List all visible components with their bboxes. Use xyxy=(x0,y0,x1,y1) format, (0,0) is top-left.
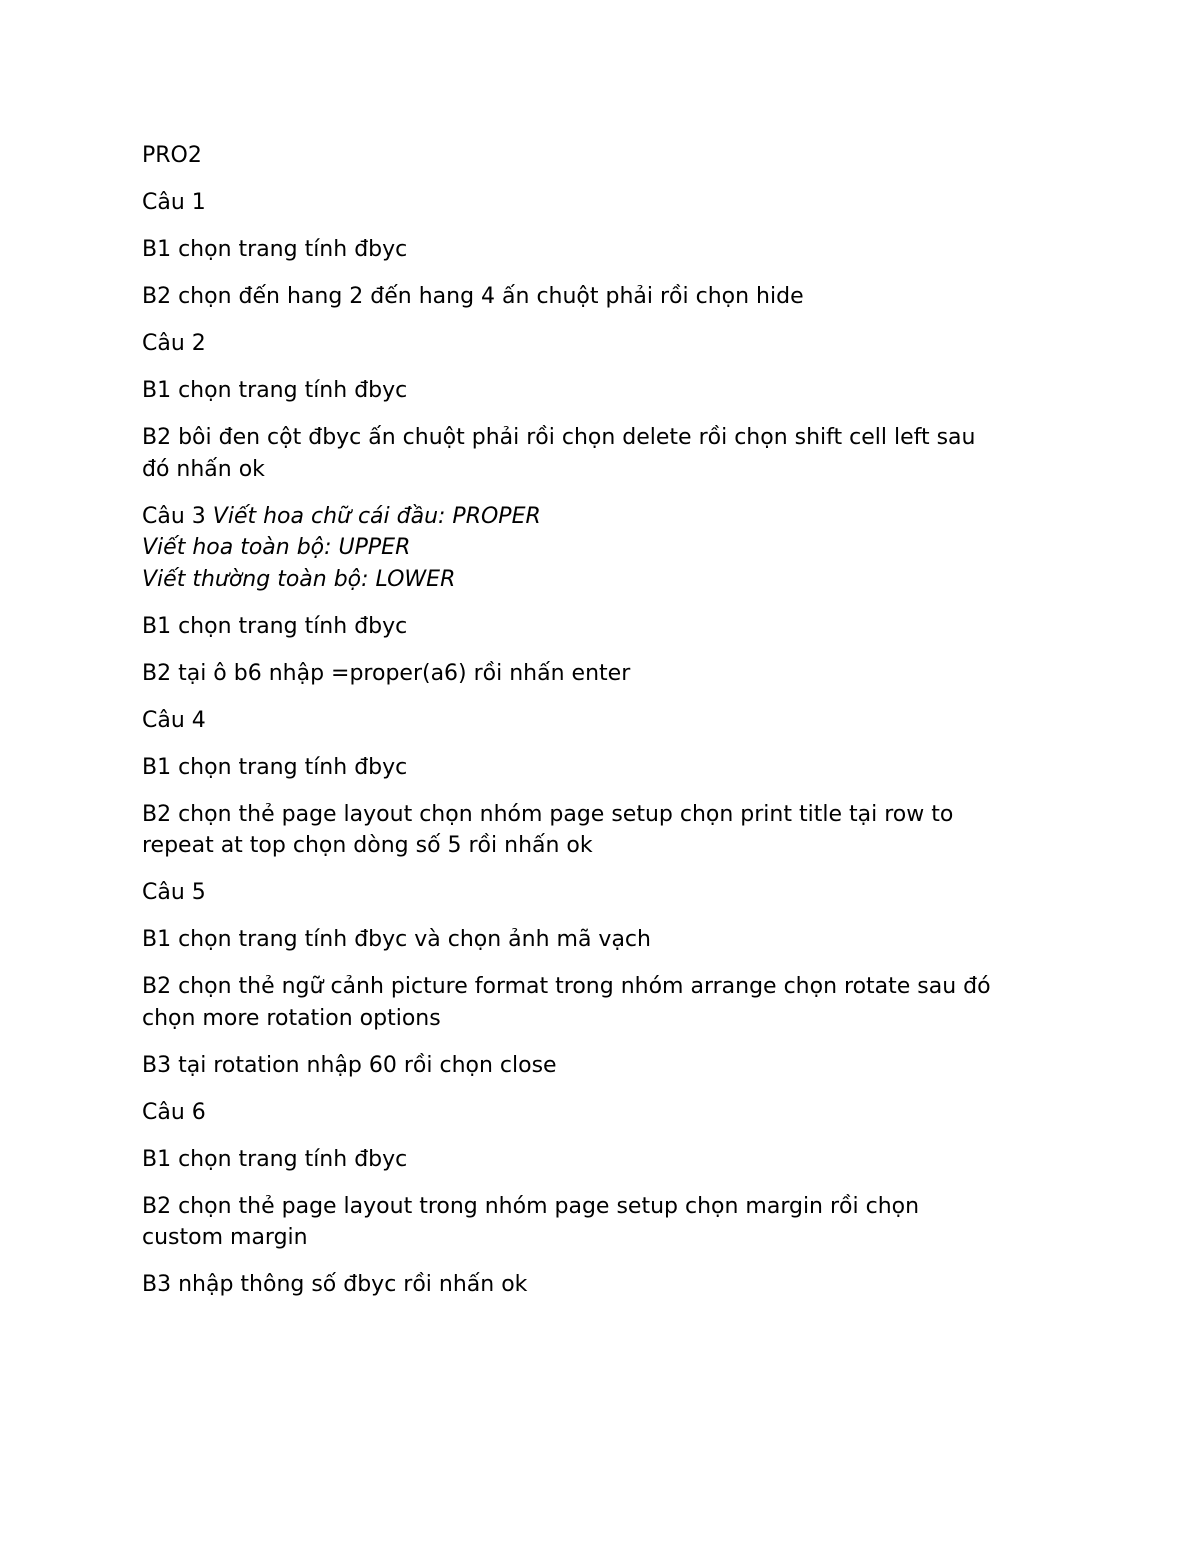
question-4-step-2-line-2: repeat at top chọn dòng số 5 rồi nhấn ok xyxy=(142,833,593,858)
question-4-step-2-line-1: B2 chọn thẻ page layout chọn nhóm page setup chọn print title tại row to xyxy=(142,801,954,827)
question-1-heading: Câu 1 xyxy=(142,190,206,215)
question-5-step-1: B1 chọn trang tính đbyc và chọn ảnh mã vạch xyxy=(142,927,651,952)
question-5-step-3: B3 tại rotation nhập 60 rồi chọn close xyxy=(142,1052,557,1078)
document-body xyxy=(142,140,1062,1316)
question-2-step-2 xyxy=(142,422,1062,485)
question-6-step-2 xyxy=(142,1191,1062,1254)
question-2-heading: Câu 2 xyxy=(142,331,206,356)
question-6-step-2-line-1: B2 chọn thẻ page layout trong nhóm page setup chọn margin rồi chọn xyxy=(142,1193,920,1219)
question-2-step-1: B1 chọn trang tính đbyc xyxy=(142,378,408,403)
question-2-step-2-line-1: B2 bôi đen cột đbyc ấn chuột phải rồi chọn delete rồi chọn shift cell left sau xyxy=(142,425,976,450)
question-6-step-2-line-2: custom margin xyxy=(142,1225,308,1250)
question-4-step-1: B1 chọn trang tính đbyc xyxy=(142,754,408,780)
question-4-heading: Câu 4 xyxy=(142,707,206,733)
question-4-step-2 xyxy=(142,799,1062,862)
question-3-heading-block xyxy=(142,501,1062,596)
question-5-heading: Câu 5 xyxy=(142,880,206,905)
question-6-step-1: B1 chọn trang tính đbyc xyxy=(142,1146,408,1172)
question-5-step-2-line-2: chọn more rotation options xyxy=(142,1005,441,1031)
question-3-note-1: Viết hoa chữ cái đầu: PROPER xyxy=(212,503,541,529)
question-6-step-3: B3 nhập thông số đbyc rồi nhấn ok xyxy=(142,1272,528,1297)
document-title: PRO2 xyxy=(142,143,202,168)
question-6-heading: Câu 6 xyxy=(142,1099,206,1125)
question-1-step-1: B1 chọn trang tính đbyc xyxy=(142,237,408,262)
question-3-step-2: B2 tại ô b6 nhập =proper(a6) rồi nhấn enter xyxy=(142,660,631,686)
question-3-heading: Câu 3 xyxy=(142,503,206,529)
question-3-note-2: Viết hoa toàn bộ: UPPER xyxy=(142,535,411,560)
question-3-step-1: B1 chọn trang tính đbyc xyxy=(142,613,408,639)
question-1-step-2: B2 chọn đến hang 2 đến hang 4 ấn chuột phải rồi chọn hide xyxy=(142,284,804,309)
question-5-step-2 xyxy=(142,971,1062,1034)
question-3-heading-line xyxy=(142,501,1062,533)
question-5-step-2-line-1: B2 chọn thẻ ngữ cảnh picture format trong nhóm arrange chọn rotate sau đó xyxy=(142,974,991,999)
question-2-step-2-line-2: đó nhấn ok xyxy=(142,456,265,482)
question-3-note-3: Viết thường toàn bộ: LOWER xyxy=(142,566,456,592)
